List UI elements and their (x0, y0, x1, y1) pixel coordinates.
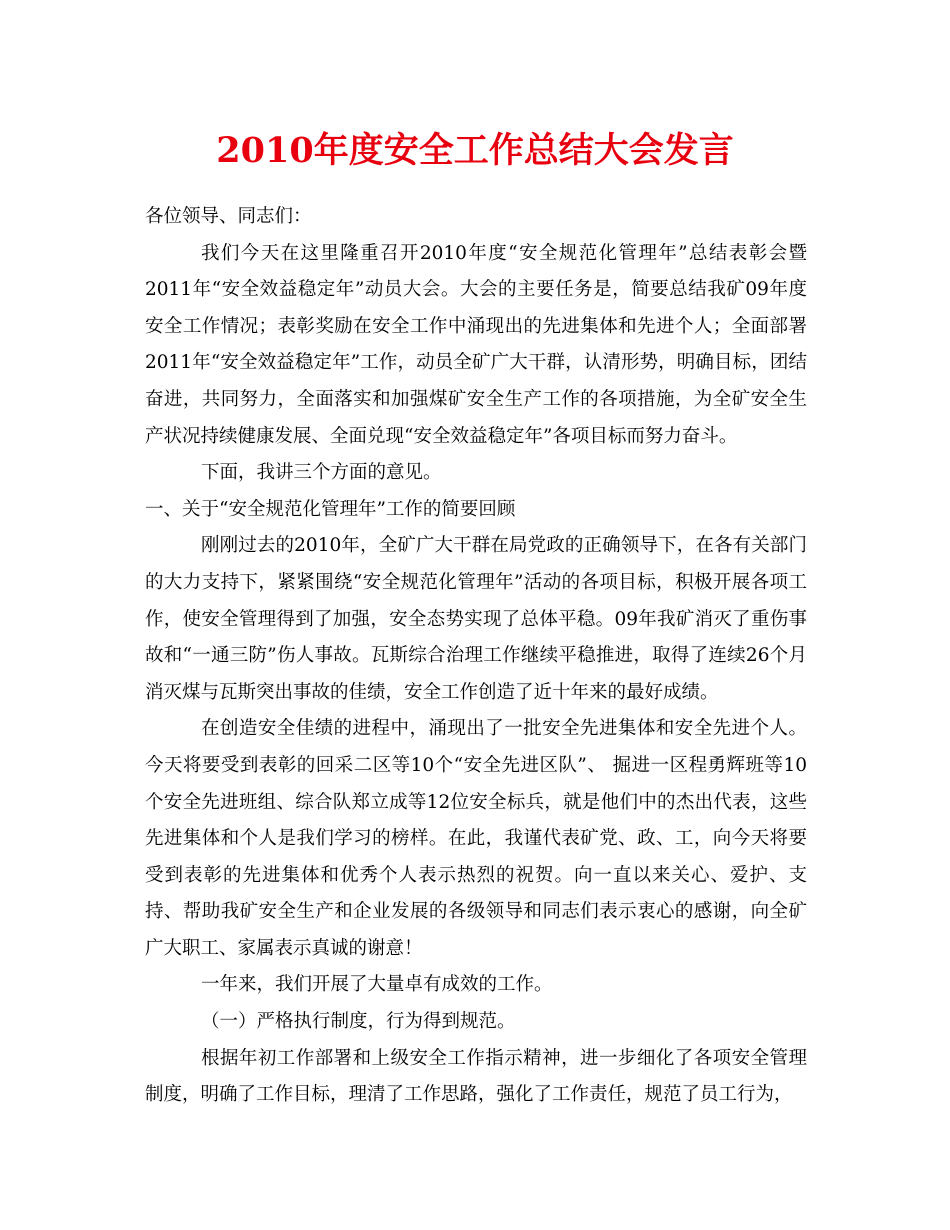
paragraph-outline: 下面，我讲三个方面的意见。 (201, 462, 442, 484)
salutation: 各位领导、同志们： (145, 206, 312, 227)
document-title: 2010年度安全工作总结大会发言 (216, 130, 734, 171)
section-heading-1: 一、关于“安全规范化管理年”工作的简要回顾 (145, 498, 516, 520)
subsection-heading-1: （一）严格执行制度，行为得到规范。 (201, 1011, 516, 1033)
document-body (145, 199, 807, 1114)
paragraph-review: 刚刚过去的2010年，全矿广大干群在局党政的正确领导下，在各有关部门的大力支持下，紧紧围绕“安全规范化管理年”活动的各项目标，积极开展各项工作，使安全管理得到了加强，安全态势实现了总体平稳。09年我矿消灭了重伤事故和“一通三防”伤人事故。瓦斯综合治理工作继续平稳推进，取得了连续26个月消灭煤与瓦斯突出事故的佳绩，安全工作创造了近十年来的最好成绩。 (145, 535, 807, 703)
paragraph-regulations: 根据年初工作部署和上级安全工作指示精神，进一步细化了各项安全管理制度，明确了工作目标，理清了工作思路，强化了工作责任，规范了员工行为， (145, 1047, 807, 1106)
paragraph-work-summary: 一年来，我们开展了大量卓有成效的工作。 (201, 974, 553, 996)
paragraph-commendation: 在创造安全佳绩的进程中，涌现出了一批安全先进集体和安全先进个人。今天将要受到表彰的回采二区等10个“安全先进区队”、 掘进一区程勇辉班等10个安全先进班组、综合队郑立成等12位安全标兵，就是他们中的杰出代表，这些先进集体和个人是我们学习的榜样。在此，我谨代表矿党、政、工，向今天将要受到表彰的先进集体和优秀个人表示热烈的祝贺。向一直以来关心、爱护、支持、帮助我矿安全生产和企业发展的各级领导和同志们表示衷心的感谢，向全矿广大职工、家属表示真诚的谢意！ (145, 718, 807, 959)
paragraph-intro: 我们今天在这里隆重召开2010年度“安全规范化管理年”总结表彰会暨2011年“安全效益稳定年”动员大会。大会的主要任务是，简要总结我矿09年度安全工作情况；表彰奖励在安全工作中涌现出的先进集体和先进个人；全面部署2011年“安全效益稳定年”工作，动员全矿广大干群，认清形势，明确目标，团结奋进，共同努力，全面落实和加强煤矿安全生产工作的各项措施，为全矿安全生产状况持续健康发展、全面兑现“安全效益稳定年”各项目标而努力奋斗。 (145, 242, 807, 447)
